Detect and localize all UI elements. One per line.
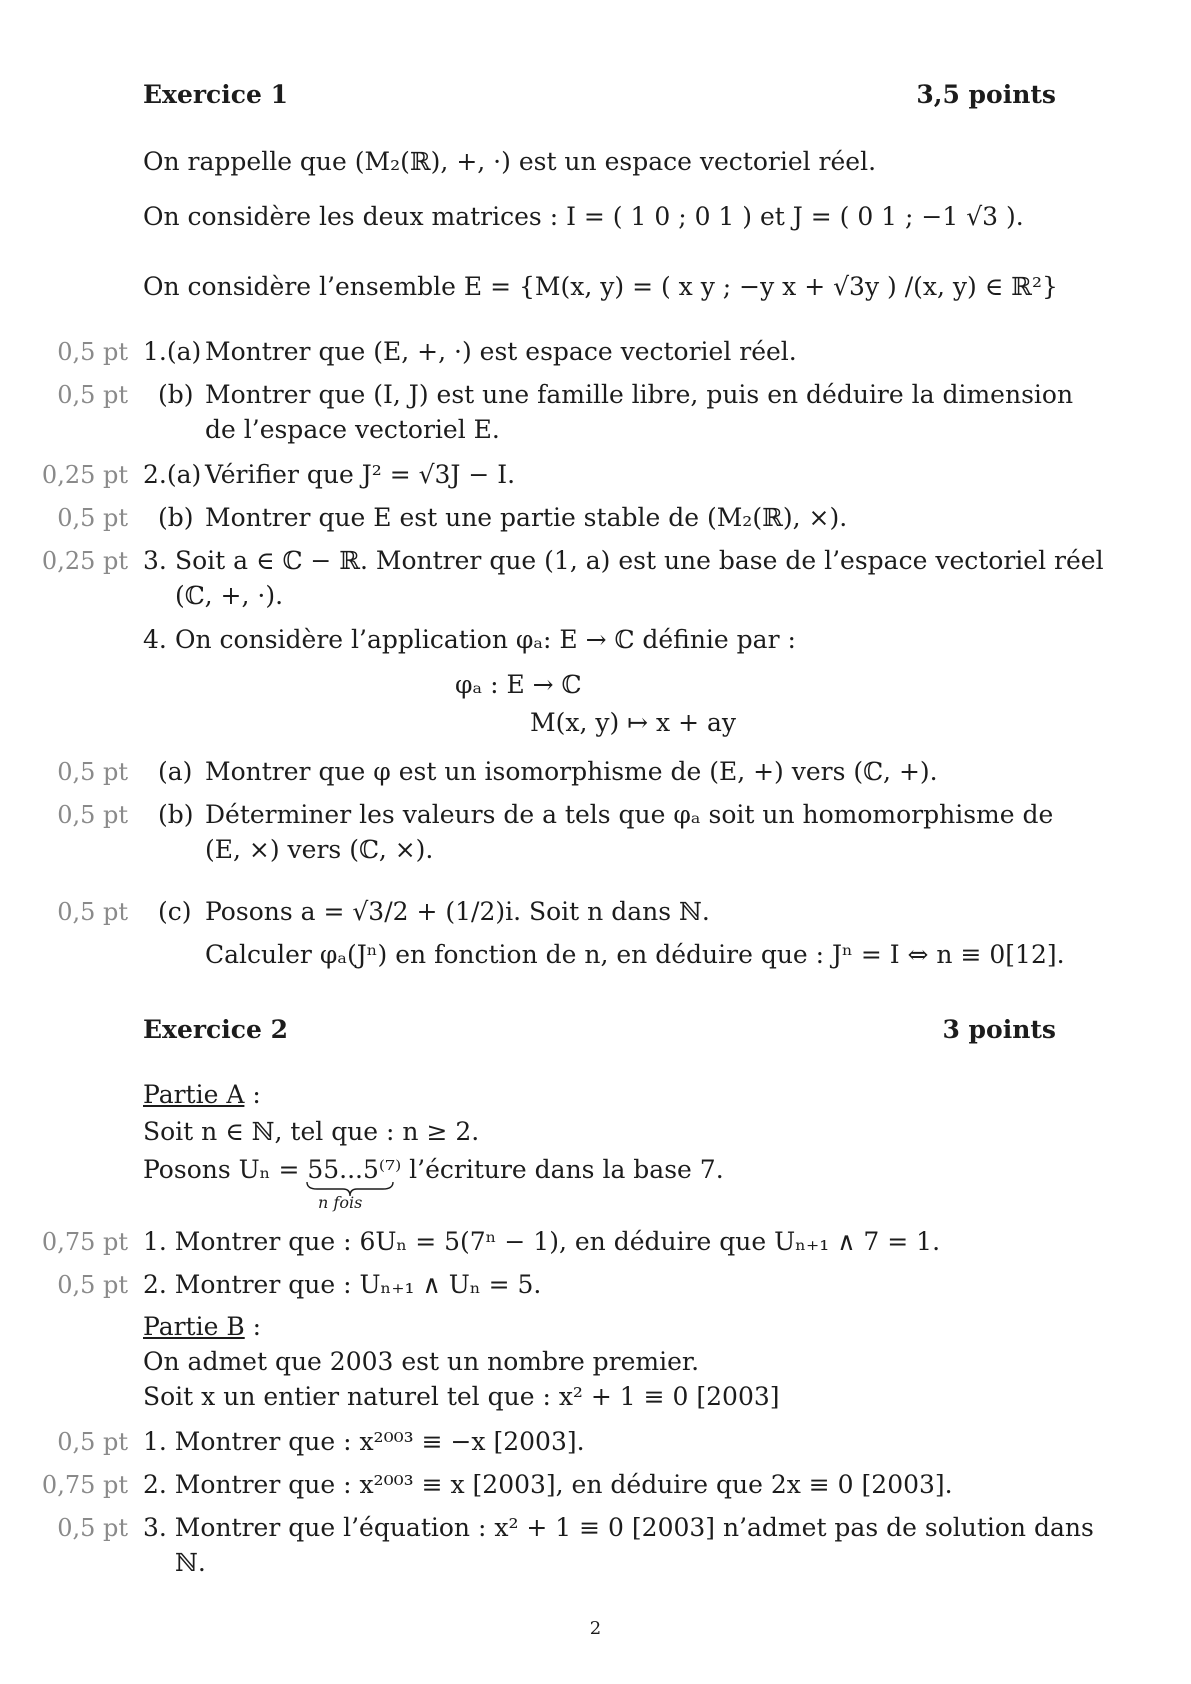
q4c-label: (c) [158,897,192,926]
partie-b-title: Partie B [143,1312,245,1341]
q1b-text-2: de l’espace vectoriel E. [205,415,500,444]
q4b-text-1: Déterminer les valeurs de a tels que φₐ soit un homomorphisme de [205,800,1054,829]
partie-a-heading [143,1080,261,1110]
intro-line-2: On considère les deux matrices : I = ( 1 0 ; 0 1 ) et J = ( 0 1 ; −1 √3 ). [143,202,1024,231]
exercise-2-points: 3 points [942,1015,1056,1044]
partie-b-heading [143,1312,261,1342]
q4a-label: (a) [158,757,193,786]
q4-map-line-1: φₐ : E → ℂ [455,670,582,699]
mark-b-q2: 0,75 pt [41,1471,128,1499]
partie-b-line-2: Soit x un entier naturel tel que : x² + 1 ≡ 0 [2003] [143,1382,780,1411]
mark-q3: 0,25 pt [41,547,128,575]
page-number: 2 [589,1618,602,1639]
partie-b-q3-line-1: 3. Montrer que l’équation : x² + 1 ≡ 0 [2003] n’admet pas de solution dans [143,1513,1094,1542]
intro-line-1: On rappelle que (M₂(ℝ), +, ·) est un espace vectoriel réel. [143,147,877,176]
q4-text: On considère l’application φₐ: E → ℂ définie par : [175,625,796,654]
intro-line-3: On considère l’ensemble E = {M(x, y) = ( x y ; −y x + √3y ) /(x, y) ∈ ℝ²} [143,272,1058,301]
mark-a-q2: 0,5 pt [57,1271,128,1299]
exercise-1-points: 3,5 points [916,80,1056,109]
partie-a-line-1: Soit n ∈ ℕ, tel que : n ≥ 2. [143,1117,480,1146]
q3-text-1: Soit a ∈ ℂ − ℝ. Montrer que (1, a) est une base de l’espace vectoriel réel [175,546,1104,575]
q4a-text: Montrer que φ est un isomorphisme de (E, +) vers (ℂ, +). [205,757,938,786]
q4-map-line-2: M(x, y) ↦ x + ay [530,708,737,737]
partie-a-line-2: Posons Uₙ = 55...5⁽⁷⁾ l’écriture dans la base 7. [143,1155,724,1184]
q2a-text: Vérifier que J² = √3J − I. [205,460,516,489]
mark-q4a: 0,5 pt [57,758,128,786]
q2b-label: (b) [158,503,194,532]
partie-a-colon: : [244,1080,261,1109]
partie-a-title: Partie A [143,1080,245,1109]
mark-b-q1: 0,5 pt [57,1428,128,1456]
partie-b-q3-line-2: ℕ. [175,1548,206,1577]
partie-b-q2: 2. Montrer que : x²⁰⁰³ ≡ x [2003], en déduire que 2x ≡ 0 [2003]. [143,1470,953,1499]
q1b-text-1: Montrer que (I, J) est une famille libre, puis en déduire la dimension [205,380,1074,409]
mark-q2a: 0,25 pt [41,461,128,489]
q4b-label: (b) [158,800,194,829]
partie-a-q1: 1. Montrer que : 6Uₙ = 5(7ⁿ − 1), en déduire que Uₙ₊₁ ∧ 7 = 1. [143,1227,941,1256]
q4b-text-2: (E, ×) vers (ℂ, ×). [205,835,434,864]
mark-q1a: 0,5 pt [57,338,128,366]
partie-a-q2: 2. Montrer que : Uₙ₊₁ ∧ Uₙ = 5. [143,1270,542,1299]
mark-q4b: 0,5 pt [57,801,128,829]
q2b-text: Montrer que E est une partie stable de (M₂(ℝ), ×). [205,503,848,532]
q4c-text-2: Calculer φₐ(Jⁿ) en fonction de n, en déduire que : Jⁿ = I ⇔ n ≡ 0[12]. [205,940,1065,969]
mark-b-q3: 0,5 pt [57,1514,128,1542]
brace-note: n fois [318,1193,363,1212]
exercise-1-title: Exercice 1 [143,80,288,109]
q1b-label: (b) [158,380,194,409]
q1a-text: Montrer que (E, +, ·) est espace vectoriel réel. [205,337,797,366]
partie-b-line-1: On admet que 2003 est un nombre premier. [143,1347,700,1376]
mark-a-q1: 0,75 pt [41,1228,128,1256]
q3-text-2: (ℂ, +, ·). [175,581,284,610]
q4c-text-1: Posons a = √3/2 + (1/2)i. Soit n dans ℕ. [205,897,710,926]
mark-q4c: 0,5 pt [57,898,128,926]
mark-q2b: 0,5 pt [57,504,128,532]
exercise-2-title: Exercice 2 [143,1015,288,1044]
q1a-label: 1.(a) [143,337,202,366]
partie-b-q1: 1. Montrer que : x²⁰⁰³ ≡ −x [2003]. [143,1427,585,1456]
q3-label: 3. [143,546,167,575]
partie-b-colon: : [244,1312,262,1341]
mark-q1b: 0,5 pt [57,381,128,409]
q2a-label: 2.(a) [143,460,202,489]
q4-label: 4. [143,625,167,654]
